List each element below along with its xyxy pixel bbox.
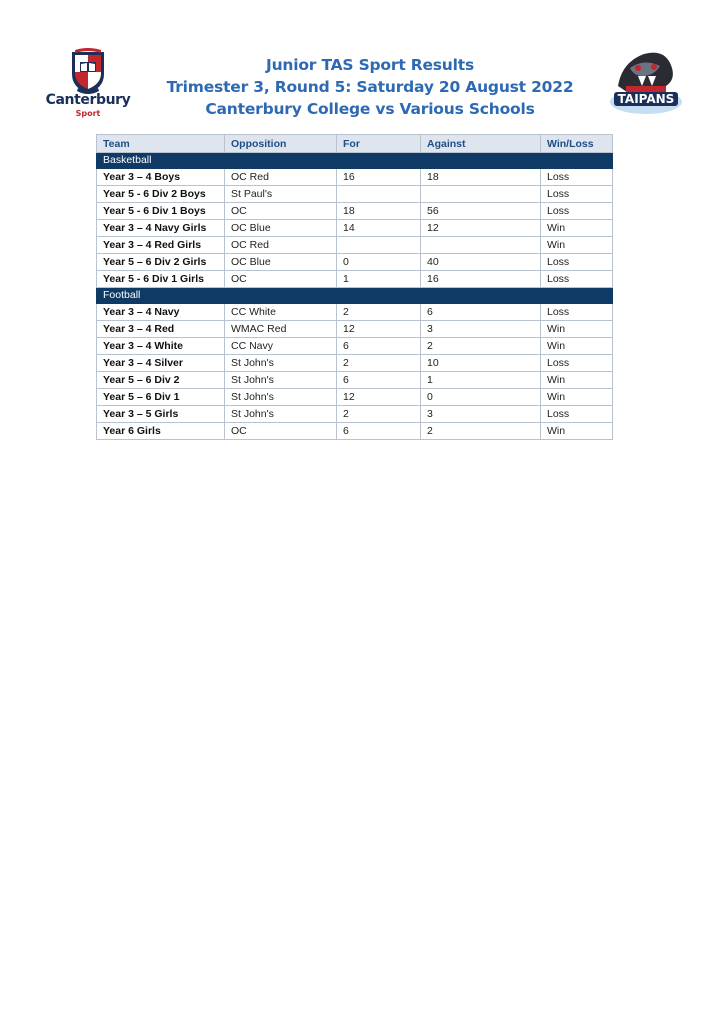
team-cell: Year 5 - 6 Div 2 Boys bbox=[97, 186, 225, 203]
result-cell: Win bbox=[541, 423, 613, 440]
team-cell: Year 5 - 6 Div 1 Girls bbox=[97, 271, 225, 288]
opposition-cell: OC Red bbox=[225, 169, 337, 186]
team-cell: Year 5 – 6 Div 1 bbox=[97, 389, 225, 406]
table-row bbox=[97, 186, 613, 203]
page-subtitle-round: Trimester 3, Round 5: Saturday 20 August 2022 bbox=[166, 78, 574, 96]
team-cell: Year 3 – 4 Red bbox=[97, 321, 225, 338]
against-cell: 56 bbox=[421, 203, 541, 220]
for-cell: 2 bbox=[337, 304, 421, 321]
against-cell: 10 bbox=[421, 355, 541, 372]
against-cell: 3 bbox=[421, 406, 541, 423]
table-row bbox=[97, 423, 613, 440]
team-cell: Year 3 – 4 Silver bbox=[97, 355, 225, 372]
opposition-cell: St John's bbox=[225, 355, 337, 372]
opposition-cell: St John's bbox=[225, 406, 337, 423]
table-row bbox=[97, 406, 613, 423]
column-header-against: Against bbox=[421, 135, 541, 153]
section-row-football bbox=[97, 288, 613, 304]
table-row bbox=[97, 389, 613, 406]
column-header-team: Team bbox=[97, 135, 225, 153]
against-cell: 2 bbox=[421, 423, 541, 440]
result-cell: Loss bbox=[541, 304, 613, 321]
results-table bbox=[96, 134, 613, 440]
section-row-basketball bbox=[97, 153, 613, 169]
table-row bbox=[97, 254, 613, 271]
result-cell: Loss bbox=[541, 186, 613, 203]
page-title: Junior TAS Sport Results bbox=[266, 56, 474, 74]
team-cell: Year 3 – 4 White bbox=[97, 338, 225, 355]
logo-brand-text: Canterbury bbox=[45, 92, 131, 108]
for-cell bbox=[337, 237, 421, 254]
crest-icon bbox=[69, 48, 107, 94]
section-title: Football bbox=[97, 288, 613, 304]
table-row bbox=[97, 220, 613, 237]
for-cell: 2 bbox=[337, 406, 421, 423]
logo-sub-text: Sport bbox=[75, 109, 101, 118]
result-cell: Win bbox=[541, 237, 613, 254]
result-cell: Win bbox=[541, 338, 613, 355]
result-cell: Loss bbox=[541, 203, 613, 220]
column-header-for: For bbox=[337, 135, 421, 153]
taipans-logo bbox=[608, 46, 684, 118]
for-cell: 14 bbox=[337, 220, 421, 237]
table-row bbox=[97, 203, 613, 220]
opposition-cell: St John's bbox=[225, 389, 337, 406]
opposition-cell: CC White bbox=[225, 304, 337, 321]
result-cell: Win bbox=[541, 220, 613, 237]
against-cell: 2 bbox=[421, 338, 541, 355]
against-cell: 6 bbox=[421, 304, 541, 321]
opposition-cell: CC Navy bbox=[225, 338, 337, 355]
result-cell: Loss bbox=[541, 355, 613, 372]
opposition-cell: OC Blue bbox=[225, 220, 337, 237]
opposition-cell: OC Red bbox=[225, 237, 337, 254]
against-cell: 12 bbox=[421, 220, 541, 237]
team-cell: Year 3 – 4 Red Girls bbox=[97, 237, 225, 254]
team-cell: Year 5 – 6 Div 2 Girls bbox=[97, 254, 225, 271]
team-cell: Year 3 – 4 Navy Girls bbox=[97, 220, 225, 237]
against-cell bbox=[421, 237, 541, 254]
result-cell: Loss bbox=[541, 406, 613, 423]
for-cell: 0 bbox=[337, 254, 421, 271]
for-cell: 6 bbox=[337, 372, 421, 389]
table-row bbox=[97, 169, 613, 186]
for-cell: 2 bbox=[337, 355, 421, 372]
against-cell: 1 bbox=[421, 372, 541, 389]
table-row bbox=[97, 338, 613, 355]
column-header-win-loss: Win/Loss bbox=[541, 135, 613, 153]
team-cell: Year 5 – 6 Div 2 bbox=[97, 372, 225, 389]
page-title-block bbox=[140, 54, 600, 120]
table-row bbox=[97, 372, 613, 389]
table-row bbox=[97, 237, 613, 254]
table-header-row bbox=[97, 135, 613, 153]
against-cell: 0 bbox=[421, 389, 541, 406]
result-cell: Win bbox=[541, 321, 613, 338]
result-cell: Win bbox=[541, 389, 613, 406]
against-cell: 3 bbox=[421, 321, 541, 338]
for-cell: 6 bbox=[337, 338, 421, 355]
for-cell: 6 bbox=[337, 423, 421, 440]
for-cell: 18 bbox=[337, 203, 421, 220]
table-row bbox=[97, 355, 613, 372]
opposition-cell: St John's bbox=[225, 372, 337, 389]
opposition-cell: OC bbox=[225, 203, 337, 220]
table-row bbox=[97, 321, 613, 338]
for-cell: 1 bbox=[337, 271, 421, 288]
team-cell: Year 3 – 4 Boys bbox=[97, 169, 225, 186]
table-row bbox=[97, 271, 613, 288]
against-cell: 16 bbox=[421, 271, 541, 288]
opposition-cell: OC bbox=[225, 271, 337, 288]
against-cell: 18 bbox=[421, 169, 541, 186]
team-cell: Year 3 – 5 Girls bbox=[97, 406, 225, 423]
page-subtitle-fixture: Canterbury College vs Various Schools bbox=[205, 100, 535, 118]
logo-right-text: TAIPANS bbox=[617, 92, 675, 106]
for-cell: 12 bbox=[337, 321, 421, 338]
result-cell: Loss bbox=[541, 169, 613, 186]
against-cell bbox=[421, 186, 541, 203]
result-cell: Loss bbox=[541, 271, 613, 288]
table-row bbox=[97, 304, 613, 321]
for-cell: 12 bbox=[337, 389, 421, 406]
opposition-cell: OC Blue bbox=[225, 254, 337, 271]
opposition-cell: St Paul's bbox=[225, 186, 337, 203]
team-cell: Year 5 - 6 Div 1 Boys bbox=[97, 203, 225, 220]
for-cell bbox=[337, 186, 421, 203]
result-cell: Loss bbox=[541, 254, 613, 271]
section-title: Basketball bbox=[97, 153, 613, 169]
canterbury-sport-logo bbox=[44, 48, 132, 120]
opposition-cell: OC bbox=[225, 423, 337, 440]
team-cell: Year 6 Girls bbox=[97, 423, 225, 440]
column-header-opposition: Opposition bbox=[225, 135, 337, 153]
result-cell: Win bbox=[541, 372, 613, 389]
opposition-cell: WMAC Red bbox=[225, 321, 337, 338]
team-cell: Year 3 – 4 Navy bbox=[97, 304, 225, 321]
snake-mascot-icon bbox=[608, 46, 684, 118]
for-cell: 16 bbox=[337, 169, 421, 186]
against-cell: 40 bbox=[421, 254, 541, 271]
